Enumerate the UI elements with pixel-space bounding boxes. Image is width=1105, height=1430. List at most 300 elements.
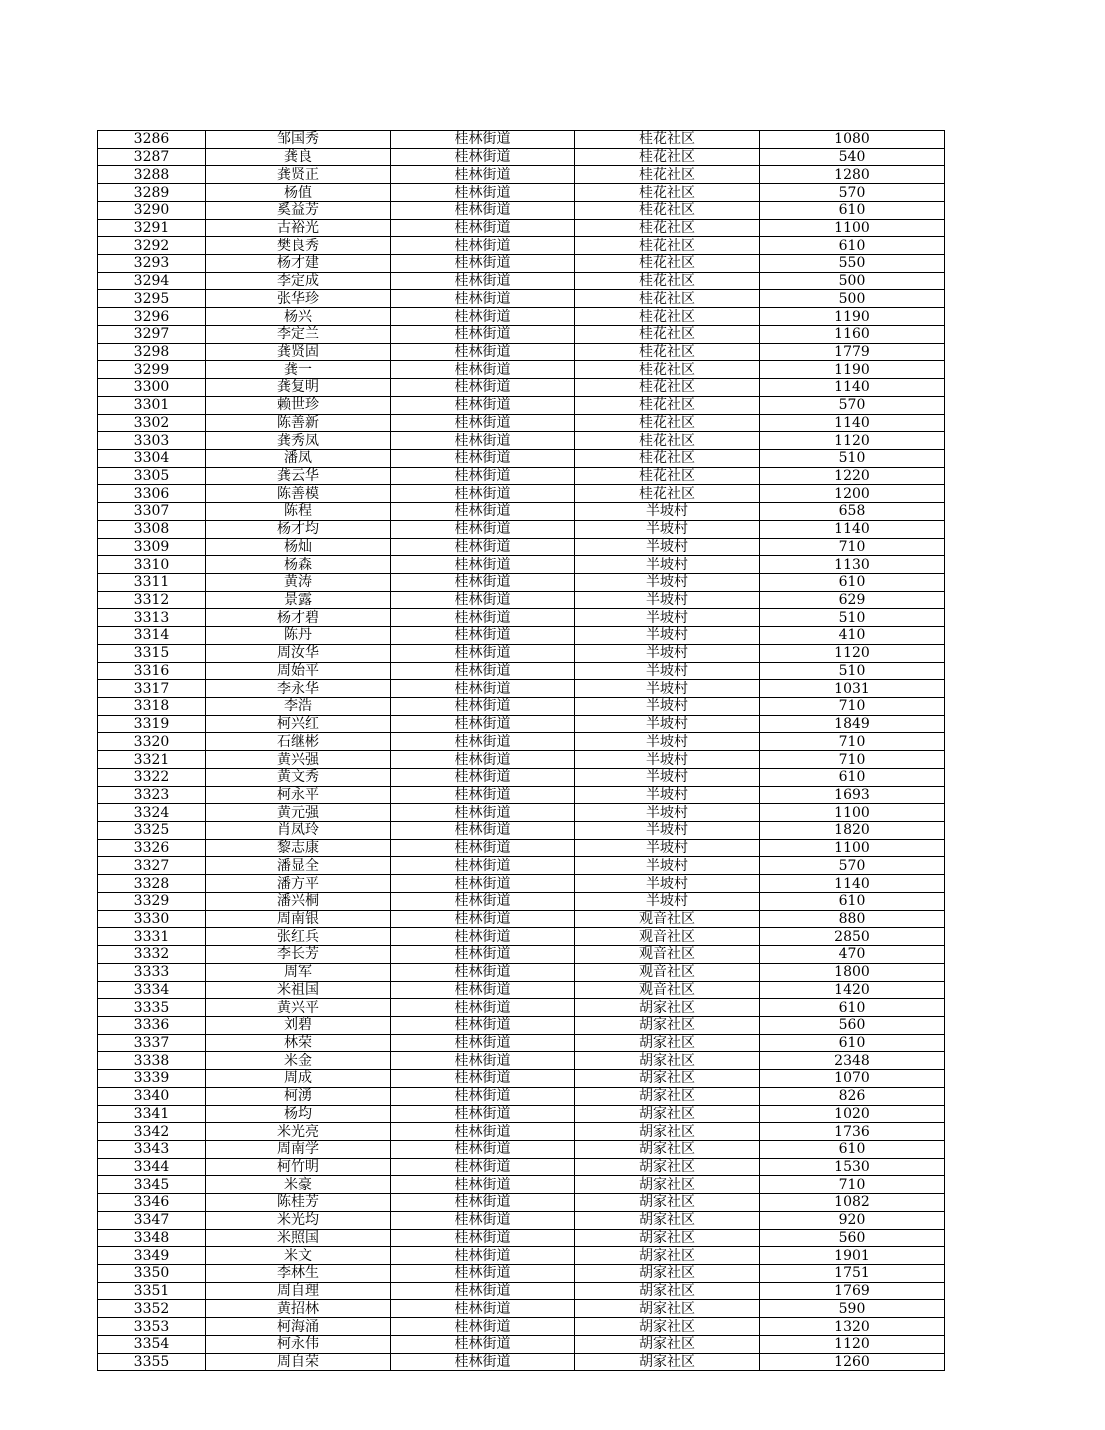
street-cell: 桂林街道 [391,556,575,574]
name-cell: 米金 [206,1052,391,1070]
row-number-cell: 3299 [98,361,206,379]
community-cell: 观音社区 [575,963,760,981]
community-cell: 桂花社区 [575,325,760,343]
street-cell: 桂林街道 [391,928,575,946]
table-row [98,272,945,290]
table-row [98,804,945,822]
name-cell: 奚益芳 [206,201,391,219]
amount-cell: 1320 [760,1318,945,1336]
street-cell: 桂林街道 [391,1282,575,1300]
street-cell: 桂林街道 [391,467,575,485]
row-number-cell: 3330 [98,910,206,928]
row-number-cell: 3289 [98,184,206,202]
street-cell: 桂林街道 [391,946,575,964]
row-number-cell: 3306 [98,485,206,503]
row-number-cell: 3323 [98,786,206,804]
amount-cell: 1080 [760,131,945,149]
table-row [98,1247,945,1265]
table-row [98,414,945,432]
row-number-cell: 3297 [98,325,206,343]
street-cell: 桂林街道 [391,414,575,432]
row-number-cell: 3303 [98,432,206,450]
amount-cell: 610 [760,201,945,219]
table-row [98,538,945,556]
amount-cell: 658 [760,503,945,521]
table-row [98,432,945,450]
table-row [98,201,945,219]
name-cell: 米祖国 [206,981,391,999]
row-number-cell: 3322 [98,768,206,786]
amount-cell: 629 [760,591,945,609]
community-cell: 桂花社区 [575,219,760,237]
street-cell: 桂林街道 [391,751,575,769]
amount-cell: 710 [760,538,945,556]
amount-cell: 1020 [760,1105,945,1123]
table-row [98,1194,945,1212]
amount-cell: 1031 [760,680,945,698]
table-row [98,946,945,964]
community-cell: 胡家社区 [575,1353,760,1371]
community-cell: 胡家社区 [575,1335,760,1353]
name-cell: 柯竹明 [206,1158,391,1176]
community-cell: 半坡村 [575,662,760,680]
amount-cell: 1140 [760,414,945,432]
row-number-cell: 3345 [98,1176,206,1194]
community-cell: 桂花社区 [575,290,760,308]
community-cell: 胡家社区 [575,1123,760,1141]
street-cell: 桂林街道 [391,379,575,397]
community-cell: 半坡村 [575,804,760,822]
community-cell: 桂花社区 [575,467,760,485]
row-number-cell: 3301 [98,396,206,414]
name-cell: 周自理 [206,1282,391,1300]
community-cell: 半坡村 [575,892,760,910]
row-number-cell: 3352 [98,1300,206,1318]
name-cell: 潘显全 [206,857,391,875]
name-cell: 黄兴平 [206,999,391,1017]
name-cell: 米光均 [206,1211,391,1229]
community-cell: 观音社区 [575,981,760,999]
table-row [98,751,945,769]
row-number-cell: 3317 [98,680,206,698]
table-row [98,715,945,733]
community-cell: 桂花社区 [575,485,760,503]
row-number-cell: 3353 [98,1318,206,1336]
name-cell: 李定兰 [206,325,391,343]
community-cell: 桂花社区 [575,449,760,467]
street-cell: 桂林街道 [391,432,575,450]
table-row [98,219,945,237]
amount-cell: 510 [760,449,945,467]
street-cell: 桂林街道 [391,644,575,662]
name-cell: 柯兴红 [206,715,391,733]
name-cell: 石继彬 [206,733,391,751]
street-cell: 桂林街道 [391,804,575,822]
table-row [98,910,945,928]
street-cell: 桂林街道 [391,1318,575,1336]
table-row [98,857,945,875]
name-cell: 米文 [206,1247,391,1265]
amount-cell: 1200 [760,485,945,503]
amount-cell: 2348 [760,1052,945,1070]
amount-cell: 710 [760,733,945,751]
street-cell: 桂林街道 [391,485,575,503]
street-cell: 桂林街道 [391,857,575,875]
row-number-cell: 3331 [98,928,206,946]
community-cell: 半坡村 [575,786,760,804]
amount-cell: 1100 [760,839,945,857]
community-cell: 胡家社区 [575,1229,760,1247]
name-cell: 龚贤固 [206,343,391,361]
row-number-cell: 3288 [98,166,206,184]
street-cell: 桂林街道 [391,999,575,1017]
community-cell: 桂花社区 [575,414,760,432]
name-cell: 林荣 [206,1034,391,1052]
name-cell: 杨森 [206,556,391,574]
name-cell: 李永华 [206,680,391,698]
row-number-cell: 3307 [98,503,206,521]
table-row [98,680,945,698]
row-number-cell: 3341 [98,1105,206,1123]
street-cell: 桂林街道 [391,272,575,290]
street-cell: 桂林街道 [391,875,575,893]
row-number-cell: 3329 [98,892,206,910]
street-cell: 桂林街道 [391,573,575,591]
community-cell: 半坡村 [575,591,760,609]
table-row [98,928,945,946]
street-cell: 桂林街道 [391,184,575,202]
amount-cell: 500 [760,272,945,290]
community-cell: 半坡村 [575,768,760,786]
row-number-cell: 3311 [98,573,206,591]
name-cell: 赖世珍 [206,396,391,414]
amount-cell: 470 [760,946,945,964]
street-cell: 桂林街道 [391,627,575,645]
row-number-cell: 3351 [98,1282,206,1300]
row-number-cell: 3290 [98,201,206,219]
row-number-cell: 3336 [98,1016,206,1034]
row-number-cell: 3286 [98,131,206,149]
table-row [98,591,945,609]
amount-cell: 610 [760,1034,945,1052]
row-number-cell: 3355 [98,1353,206,1371]
table-row [98,627,945,645]
amount-cell: 1120 [760,644,945,662]
community-cell: 半坡村 [575,609,760,627]
name-cell: 米光亮 [206,1123,391,1141]
community-cell: 半坡村 [575,715,760,733]
street-cell: 桂林街道 [391,1211,575,1229]
name-cell: 黄元强 [206,804,391,822]
street-cell: 桂林街道 [391,1052,575,1070]
table-row [98,963,945,981]
community-cell: 观音社区 [575,928,760,946]
name-cell: 柯海涌 [206,1318,391,1336]
row-number-cell: 3314 [98,627,206,645]
community-cell: 桂花社区 [575,148,760,166]
community-cell: 胡家社区 [575,1016,760,1034]
community-cell: 桂花社区 [575,255,760,273]
table-row [98,875,945,893]
name-cell: 肖凤玲 [206,822,391,840]
table-row [98,1052,945,1070]
row-number-cell: 3295 [98,290,206,308]
name-cell: 潘凤 [206,449,391,467]
row-number-cell: 3339 [98,1070,206,1088]
community-cell: 桂花社区 [575,237,760,255]
table-row [98,662,945,680]
street-cell: 桂林街道 [391,1176,575,1194]
street-cell: 桂林街道 [391,219,575,237]
street-cell: 桂林街道 [391,1034,575,1052]
name-cell: 周成 [206,1070,391,1088]
street-cell: 桂林街道 [391,892,575,910]
community-cell: 桂花社区 [575,131,760,149]
name-cell: 杨值 [206,184,391,202]
row-number-cell: 3346 [98,1194,206,1212]
amount-cell: 610 [760,1140,945,1158]
community-cell: 胡家社区 [575,1194,760,1212]
row-number-cell: 3349 [98,1247,206,1265]
amount-cell: 1130 [760,556,945,574]
community-cell: 半坡村 [575,733,760,751]
table-row [98,361,945,379]
community-cell: 桂花社区 [575,396,760,414]
table-row [98,325,945,343]
street-cell: 桂林街道 [391,237,575,255]
table-row [98,503,945,521]
row-number-cell: 3343 [98,1140,206,1158]
table-row [98,1318,945,1336]
amount-cell: 920 [760,1211,945,1229]
table-row [98,1282,945,1300]
amount-cell: 560 [760,1016,945,1034]
row-number-cell: 3293 [98,255,206,273]
table-row [98,290,945,308]
row-number-cell: 3298 [98,343,206,361]
table-row [98,573,945,591]
community-cell: 胡家社区 [575,1070,760,1088]
name-cell: 米照国 [206,1229,391,1247]
name-cell: 龚云华 [206,467,391,485]
community-cell: 桂花社区 [575,361,760,379]
amount-cell: 590 [760,1300,945,1318]
row-number-cell: 3334 [98,981,206,999]
name-cell: 潘方平 [206,875,391,893]
amount-cell: 710 [760,1176,945,1194]
row-number-cell: 3328 [98,875,206,893]
name-cell: 柯湧 [206,1087,391,1105]
name-cell: 景露 [206,591,391,609]
street-cell: 桂林街道 [391,538,575,556]
street-cell: 桂林街道 [391,308,575,326]
table-row [98,485,945,503]
amount-cell: 1849 [760,715,945,733]
amount-cell: 710 [760,751,945,769]
community-cell: 胡家社区 [575,1052,760,1070]
amount-cell: 1082 [760,1194,945,1212]
street-cell: 桂林街道 [391,609,575,627]
name-cell: 柯永伟 [206,1335,391,1353]
community-cell: 半坡村 [575,538,760,556]
community-cell: 观音社区 [575,946,760,964]
row-number-cell: 3332 [98,946,206,964]
name-cell: 黎志康 [206,839,391,857]
community-cell: 胡家社区 [575,1140,760,1158]
table-row [98,1158,945,1176]
street-cell: 桂林街道 [391,1300,575,1318]
amount-cell: 1120 [760,1335,945,1353]
amount-cell: 610 [760,892,945,910]
name-cell: 陈善模 [206,485,391,503]
street-cell: 桂林街道 [391,1229,575,1247]
name-cell: 龚一 [206,361,391,379]
community-cell: 半坡村 [575,698,760,716]
table-row [98,1353,945,1371]
name-cell: 周南银 [206,910,391,928]
street-cell: 桂林街道 [391,396,575,414]
community-cell: 观音社区 [575,910,760,928]
amount-cell: 550 [760,255,945,273]
street-cell: 桂林街道 [391,255,575,273]
name-cell: 龚良 [206,148,391,166]
row-number-cell: 3313 [98,609,206,627]
table-row [98,644,945,662]
table-row [98,1335,945,1353]
name-cell: 陈善新 [206,414,391,432]
amount-cell: 610 [760,768,945,786]
data-table [97,130,945,1371]
street-cell: 桂林街道 [391,1123,575,1141]
table-row [98,308,945,326]
community-cell: 胡家社区 [575,1176,760,1194]
community-cell: 半坡村 [575,556,760,574]
name-cell: 米豪 [206,1176,391,1194]
amount-cell: 1420 [760,981,945,999]
street-cell: 桂林街道 [391,325,575,343]
community-cell: 半坡村 [575,503,760,521]
row-number-cell: 3337 [98,1034,206,1052]
row-number-cell: 3335 [98,999,206,1017]
street-cell: 桂林街道 [391,981,575,999]
street-cell: 桂林街道 [391,786,575,804]
name-cell: 黄涛 [206,573,391,591]
community-cell: 桂花社区 [575,343,760,361]
table-row [98,131,945,149]
community-cell: 胡家社区 [575,1105,760,1123]
table-row [98,396,945,414]
row-number-cell: 3342 [98,1123,206,1141]
amount-cell: 1736 [760,1123,945,1141]
name-cell: 柯永平 [206,786,391,804]
row-number-cell: 3302 [98,414,206,432]
street-cell: 桂林街道 [391,1265,575,1283]
table-row [98,1211,945,1229]
street-cell: 桂林街道 [391,1353,575,1371]
street-cell: 桂林街道 [391,591,575,609]
table-row [98,609,945,627]
community-cell: 半坡村 [575,680,760,698]
street-cell: 桂林街道 [391,520,575,538]
street-cell: 桂林街道 [391,698,575,716]
street-cell: 桂林街道 [391,1070,575,1088]
name-cell: 黄招林 [206,1300,391,1318]
community-cell: 胡家社区 [575,1282,760,1300]
table-row [98,822,945,840]
table-row [98,255,945,273]
name-cell: 杨均 [206,1105,391,1123]
amount-cell: 1070 [760,1070,945,1088]
row-number-cell: 3294 [98,272,206,290]
name-cell: 龚贤正 [206,166,391,184]
name-cell: 张红兵 [206,928,391,946]
row-number-cell: 3340 [98,1087,206,1105]
amount-cell: 1779 [760,343,945,361]
table-row [98,1176,945,1194]
name-cell: 杨才建 [206,255,391,273]
street-cell: 桂林街道 [391,1194,575,1212]
table-row [98,184,945,202]
table-row [98,1105,945,1123]
table-row [98,768,945,786]
amount-cell: 570 [760,857,945,875]
amount-cell: 1260 [760,1353,945,1371]
name-cell: 黄兴强 [206,751,391,769]
table-row [98,1087,945,1105]
name-cell: 杨才均 [206,520,391,538]
amount-cell: 410 [760,627,945,645]
street-cell: 桂林街道 [391,1140,575,1158]
community-cell: 胡家社区 [575,1318,760,1336]
name-cell: 周汝华 [206,644,391,662]
table-row [98,733,945,751]
community-cell: 胡家社区 [575,1158,760,1176]
table-row [98,1265,945,1283]
amount-cell: 1140 [760,875,945,893]
amount-cell: 2850 [760,928,945,946]
name-cell: 古裕光 [206,219,391,237]
community-cell: 桂花社区 [575,379,760,397]
street-cell: 桂林街道 [391,822,575,840]
name-cell: 杨兴 [206,308,391,326]
street-cell: 桂林街道 [391,733,575,751]
amount-cell: 1530 [760,1158,945,1176]
community-cell: 半坡村 [575,573,760,591]
row-number-cell: 3318 [98,698,206,716]
row-number-cell: 3316 [98,662,206,680]
name-cell: 杨才碧 [206,609,391,627]
row-number-cell: 3309 [98,538,206,556]
amount-cell: 570 [760,184,945,202]
community-cell: 半坡村 [575,644,760,662]
amount-cell: 1800 [760,963,945,981]
table-row [98,148,945,166]
row-number-cell: 3296 [98,308,206,326]
community-cell: 桂花社区 [575,184,760,202]
amount-cell: 710 [760,698,945,716]
name-cell: 龚复明 [206,379,391,397]
street-cell: 桂林街道 [391,662,575,680]
table-row [98,166,945,184]
name-cell: 周军 [206,963,391,981]
street-cell: 桂林街道 [391,131,575,149]
amount-cell: 826 [760,1087,945,1105]
name-cell: 潘兴桐 [206,892,391,910]
community-cell: 半坡村 [575,839,760,857]
amount-cell: 1140 [760,520,945,538]
table-row [98,892,945,910]
table-row [98,839,945,857]
